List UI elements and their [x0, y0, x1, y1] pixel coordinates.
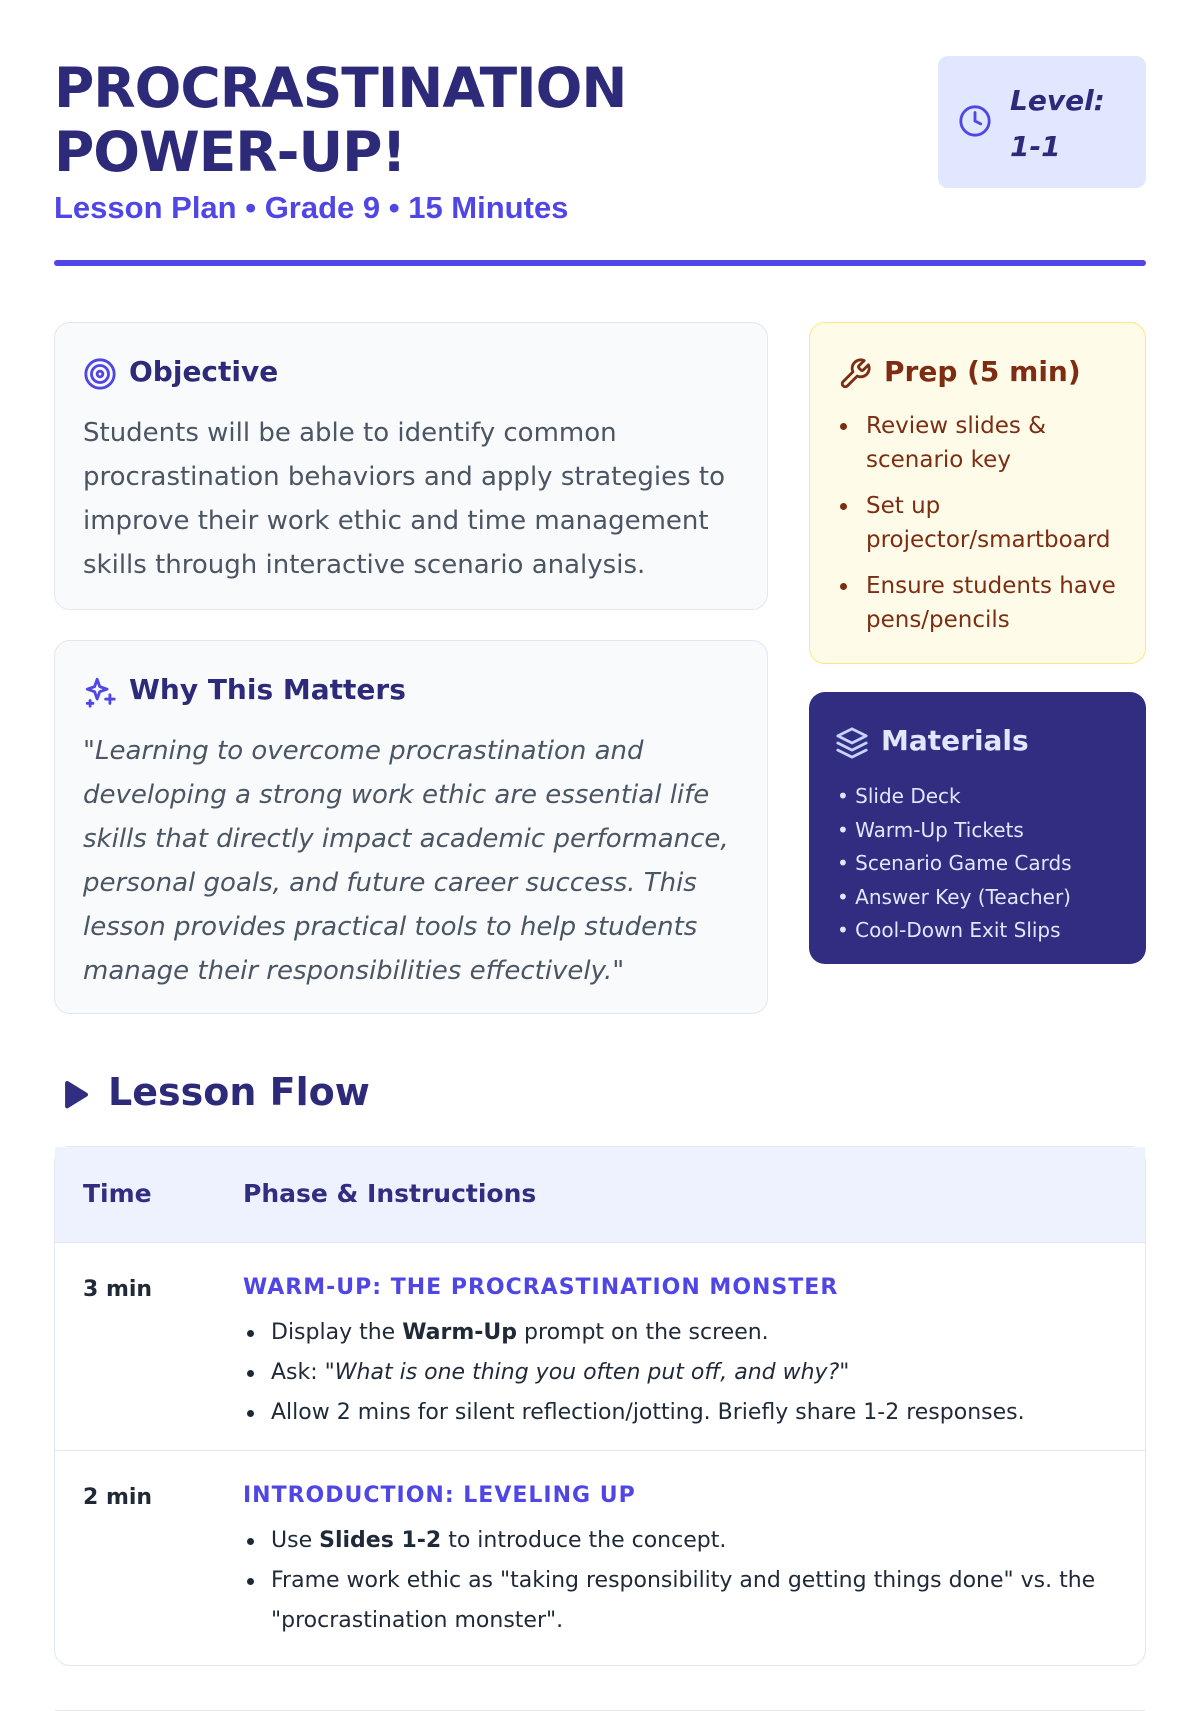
target-icon	[83, 357, 117, 391]
table-header	[55, 1147, 1145, 1243]
table-row	[55, 1243, 1145, 1451]
step-item: Ask: "What is one thing you often put off, and why?"	[243, 1353, 1123, 1393]
objective-card	[54, 322, 768, 610]
material-item: • Scenario Game Cards	[837, 851, 1072, 875]
prep-item: Ensure students have pens/pencils	[838, 569, 1138, 637]
material-item: • Slide Deck	[837, 784, 961, 808]
layers-icon	[835, 726, 869, 760]
step-item: Display the Warm-Up prompt on the screen.	[243, 1313, 1123, 1353]
phase-steps	[243, 1521, 1123, 1641]
material-item: • Cool-Down Exit Slips	[837, 918, 1061, 942]
prep-card	[809, 322, 1146, 664]
materials-card	[809, 692, 1146, 964]
lesson-flow-table	[54, 1146, 1146, 1666]
play-icon	[58, 1078, 92, 1112]
phase-title: INTRODUCTION: LEVELING UP	[243, 1483, 636, 1508]
row-time: 2 min	[83, 1485, 153, 1510]
row-time: 3 min	[83, 1277, 153, 1302]
material-item: • Warm-Up Tickets	[837, 817, 1024, 842]
level-value: 1-1	[1010, 130, 1061, 163]
step-question: "What is one thing you often put off, and why?"	[324, 1360, 850, 1385]
step-item: Use Slides 1-2 to introduce the concept.	[243, 1521, 1123, 1561]
level-text	[1010, 78, 1140, 170]
wrench-icon	[838, 357, 872, 391]
prep-item: Review slides & scenario key	[838, 409, 1138, 477]
sparkles-icon	[83, 675, 117, 709]
table-row	[55, 1451, 1145, 1711]
step-bold: Warm-Up	[402, 1320, 518, 1345]
phase-steps	[243, 1313, 1123, 1433]
material-item: • Answer Key (Teacher)	[837, 884, 1071, 909]
clock-icon	[958, 104, 992, 138]
why-card	[54, 640, 768, 1014]
level-badge	[938, 56, 1146, 188]
prep-heading: Prep (5 min)	[884, 355, 1081, 388]
prep-item: Set up projector/smartboard	[838, 489, 1138, 557]
objective-heading: Objective	[129, 355, 279, 388]
header-divider	[54, 260, 1146, 266]
phase-title: WARM-UP: THE PROCRASTINATION MONSTER	[243, 1275, 839, 1300]
header	[54, 56, 1146, 270]
materials-list	[837, 780, 1137, 948]
step-bold: Slides 1-2	[319, 1528, 442, 1553]
step-item: Allow 2 mins for silent reflection/jotting. Briefly share 1-2 responses.	[243, 1393, 1123, 1433]
prep-list	[838, 409, 1138, 649]
objective-text: Students will be able to identify common procrastination behaviors and apply strategies to improve their work ethic and time management skills through interactive scenario analysis.	[83, 418, 726, 580]
level-label: Level:	[1010, 84, 1105, 117]
why-heading: Why This Matters	[129, 673, 406, 706]
why-quote: "Learning to overcome procrastination and developing a strong work ethic are essential life skills that directly impact academic performance, personal goals, and future career success. This lesson provides practical tools to help students manage their responsibilities effectively."	[83, 736, 729, 986]
page-subtitle: Lesson Plan • Grade 9 • 15 Minutes	[54, 190, 569, 225]
title-line-1: PROCRASTINATION	[54, 56, 627, 120]
page-title	[54, 56, 854, 184]
title-line-2: POWER-UP!	[54, 120, 406, 184]
column-header-time: Time	[83, 1179, 152, 1208]
lesson-plan-page	[54, 0, 1146, 1633]
step-item: Frame work ethic as "taking responsibility and getting things done" vs. the "procrastination monster".	[243, 1561, 1123, 1641]
lesson-flow-heading: Lesson Flow	[108, 1070, 370, 1114]
column-header-phase: Phase & Instructions	[243, 1179, 537, 1208]
materials-heading: Materials	[881, 724, 1029, 757]
